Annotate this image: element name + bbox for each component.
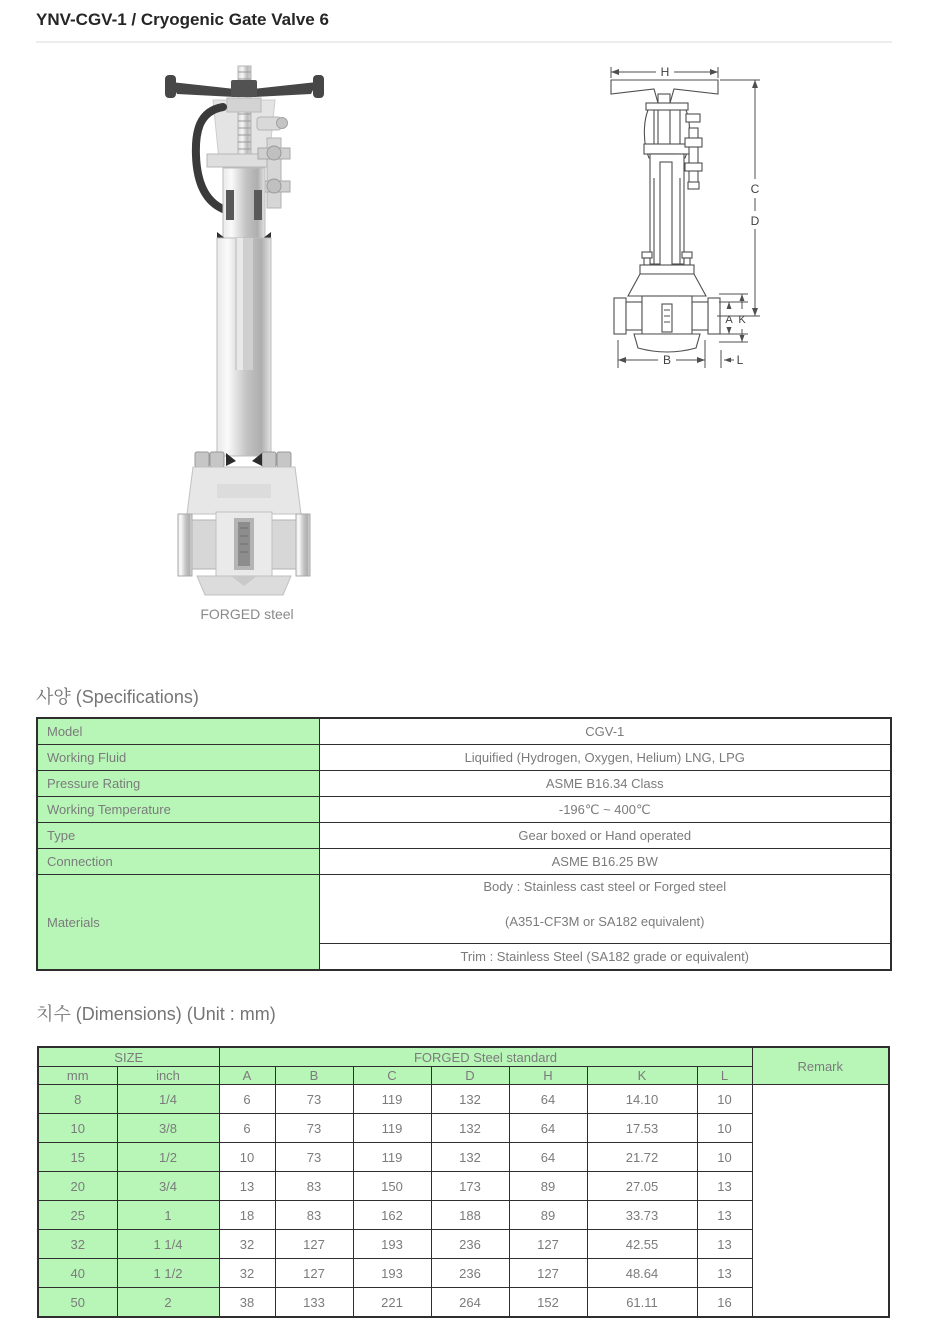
dim-cell: 17.53 — [587, 1114, 697, 1143]
header-col: B — [275, 1067, 353, 1085]
dim-row — [38, 1085, 889, 1114]
valve-photo-illustration — [165, 66, 324, 595]
dim-cell: 13 — [697, 1201, 752, 1230]
dim-cell: 10 — [697, 1143, 752, 1172]
dim-label-l: L — [736, 353, 744, 367]
dims-section-title: 치수 (Dimensions) (Unit : mm) — [36, 1004, 276, 1024]
spec-row — [37, 745, 891, 771]
dim-cell: 16 — [697, 1288, 752, 1318]
dim-cell: 64 — [509, 1143, 587, 1172]
remark-cell — [752, 1085, 889, 1318]
dim-cell: 64 — [509, 1085, 587, 1114]
valve-photo — [147, 62, 347, 602]
dim-cell: 13 — [219, 1172, 275, 1201]
dim-cell: 188 — [431, 1201, 509, 1230]
size-inch-cell: 2 — [117, 1288, 219, 1318]
dim-cell: 173 — [431, 1172, 509, 1201]
dim-cell: 127 — [509, 1230, 587, 1259]
dim-cell: 32 — [219, 1259, 275, 1288]
dim-cell: 127 — [509, 1259, 587, 1288]
dim-cell: 119 — [353, 1085, 431, 1114]
size-inch-cell: 1 1/4 — [117, 1230, 219, 1259]
dim-cell: 38 — [219, 1288, 275, 1318]
dim-cell: 14.10 — [587, 1085, 697, 1114]
dim-cell: 193 — [353, 1259, 431, 1288]
dim-cell: 236 — [431, 1230, 509, 1259]
size-mm-cell: 50 — [38, 1288, 117, 1318]
dim-cell: 264 — [431, 1288, 509, 1318]
dim-cell: 119 — [353, 1143, 431, 1172]
dim-cell: 221 — [353, 1288, 431, 1318]
header-col: H — [509, 1067, 587, 1085]
dim-cell: 127 — [275, 1259, 353, 1288]
dim-cell: 6 — [219, 1085, 275, 1114]
dim-cell: 42.55 — [587, 1230, 697, 1259]
spec-row — [37, 797, 891, 823]
dim-label-b: B — [662, 353, 672, 367]
dim-cell: 83 — [275, 1201, 353, 1230]
spec-value: -196℃ ~ 400℃ — [319, 797, 891, 823]
dim-cell: 10 — [697, 1085, 752, 1114]
size-mm-cell: 25 — [38, 1201, 117, 1230]
page-title: YNV-CGV-1 / Cryogenic Gate Valve 6 — [36, 10, 329, 29]
size-mm-cell: 20 — [38, 1172, 117, 1201]
dim-cell: 61.11 — [587, 1288, 697, 1318]
dim-cell: 27.05 — [587, 1172, 697, 1201]
header-inch: inch — [117, 1067, 219, 1085]
dim-cell: 236 — [431, 1259, 509, 1288]
dim-cell: 73 — [275, 1114, 353, 1143]
dim-cell: 10 — [697, 1114, 752, 1143]
header-standard: FORGED Steel standard — [219, 1047, 752, 1067]
dim-cell: 132 — [431, 1085, 509, 1114]
spec-value: ASME B16.34 Class — [319, 771, 891, 797]
dim-cell: 32 — [219, 1230, 275, 1259]
dim-cell: 48.64 — [587, 1259, 697, 1288]
dim-cell: 119 — [353, 1114, 431, 1143]
dim-cell: 133 — [275, 1288, 353, 1318]
specs-section-title: 사양 (Specifications) — [36, 687, 199, 707]
spec-label: Working Temperature — [37, 797, 319, 823]
dim-label-d: D — [750, 214, 760, 228]
size-inch-cell: 3/8 — [117, 1114, 219, 1143]
header-size: SIZE — [38, 1047, 219, 1067]
valve-dimension-drawing — [588, 58, 773, 393]
size-mm-cell: 15 — [38, 1143, 117, 1172]
dim-cell: 193 — [353, 1230, 431, 1259]
size-inch-cell: 3/4 — [117, 1172, 219, 1201]
spec-label-materials: Materials — [37, 875, 319, 971]
spec-label: Pressure Rating — [37, 771, 319, 797]
spec-row — [37, 771, 891, 797]
size-mm-cell: 40 — [38, 1259, 117, 1288]
dim-cell: 21.72 — [587, 1143, 697, 1172]
dim-cell: 13 — [697, 1172, 752, 1201]
size-mm-cell: 8 — [38, 1085, 117, 1114]
dim-cell: 33.73 — [587, 1201, 697, 1230]
dim-cell: 132 — [431, 1114, 509, 1143]
dim-cell: 73 — [275, 1085, 353, 1114]
spec-row — [37, 849, 891, 875]
dim-cell: 127 — [275, 1230, 353, 1259]
dim-cell: 89 — [509, 1201, 587, 1230]
dim-cell: 150 — [353, 1172, 431, 1201]
spec-value: ASME B16.25 BW — [319, 849, 891, 875]
title-divider — [36, 41, 892, 43]
header-col: C — [353, 1067, 431, 1085]
spec-row-materials-body — [37, 875, 891, 944]
spec-value-materials-body — [319, 875, 891, 944]
spec-value: Liquified (Hydrogen, Oxygen, Helium) LNG, LPG — [319, 745, 891, 771]
spec-row — [37, 823, 891, 849]
spec-label: Connection — [37, 849, 319, 875]
size-inch-cell: 1/2 — [117, 1143, 219, 1172]
photo-caption: FORGED steel — [200, 606, 294, 622]
dim-cell: 89 — [509, 1172, 587, 1201]
size-inch-cell: 1 1/2 — [117, 1259, 219, 1288]
valve-outline — [611, 80, 720, 352]
size-mm-cell: 10 — [38, 1114, 117, 1143]
dim-cell: 64 — [509, 1114, 587, 1143]
materials-body-line1: Body : Stainless cast steel or Forged steel — [483, 879, 727, 894]
dim-cell: 162 — [353, 1201, 431, 1230]
dim-label-a: A — [725, 314, 733, 326]
size-mm-cell: 32 — [38, 1230, 117, 1259]
dim-label-h: H — [660, 65, 670, 79]
header-col: A — [219, 1067, 275, 1085]
size-inch-cell: 1/4 — [117, 1085, 219, 1114]
header-remark: Remark — [752, 1047, 889, 1085]
dim-cell: 73 — [275, 1143, 353, 1172]
spec-row — [37, 718, 891, 745]
header-col: L — [697, 1067, 752, 1085]
header-mm: mm — [38, 1067, 117, 1085]
dim-cell: 13 — [697, 1259, 752, 1288]
spec-label: Working Fluid — [37, 745, 319, 771]
dim-cell: 152 — [509, 1288, 587, 1318]
dim-cell: 18 — [219, 1201, 275, 1230]
size-inch-cell: 1 — [117, 1201, 219, 1230]
dim-cell: 132 — [431, 1143, 509, 1172]
spec-value-materials-trim: Trim : Stainless Steel (SA182 grade or equivalent) — [319, 944, 891, 971]
materials-body-line2: (A351-CF3M or SA182 equivalent) — [505, 914, 705, 929]
dim-cell: 83 — [275, 1172, 353, 1201]
spec-label: Model — [37, 718, 319, 745]
header-col: K — [587, 1067, 697, 1085]
dimensions-table — [37, 1046, 890, 1318]
dim-cell: 6 — [219, 1114, 275, 1143]
spec-label: Type — [37, 823, 319, 849]
dim-label-c: C — [750, 182, 760, 196]
dim-header-row-1 — [38, 1047, 889, 1067]
spec-value: CGV-1 — [319, 718, 891, 745]
dim-cell: 10 — [219, 1143, 275, 1172]
dim-cell: 13 — [697, 1230, 752, 1259]
specifications-table — [36, 717, 892, 971]
spec-value: Gear boxed or Hand operated — [319, 823, 891, 849]
dim-label-k: K — [738, 314, 746, 326]
header-col: D — [431, 1067, 509, 1085]
